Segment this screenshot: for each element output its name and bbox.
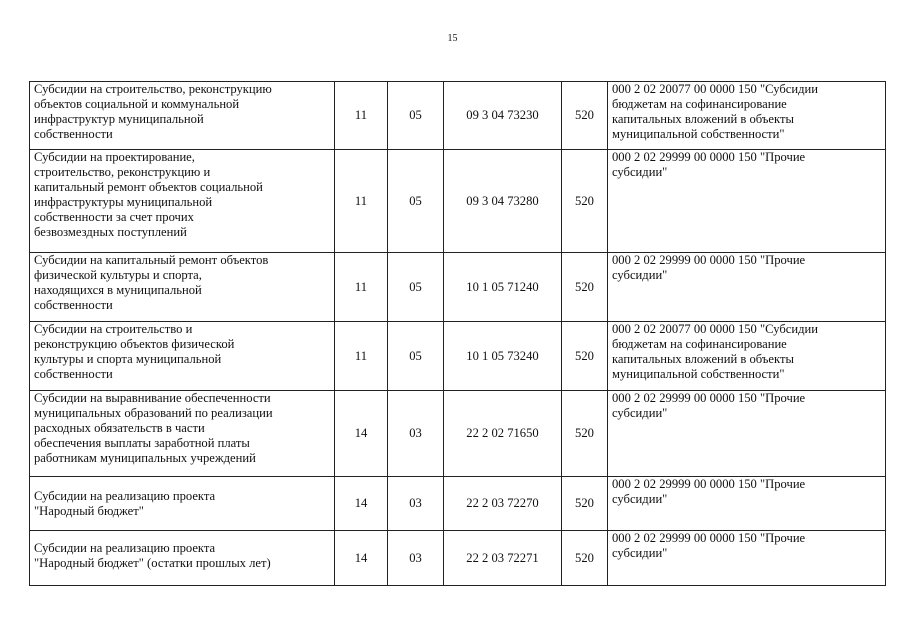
revenue-source-line: 000 2 02 29999 00 0000 150 "Прочие <box>612 150 806 164</box>
section-code-cell: 14 <box>335 477 388 531</box>
expense-type-cell: 520 <box>562 253 608 322</box>
section-code-cell: 14 <box>335 391 388 477</box>
subsection-code-cell: 05 <box>388 253 444 322</box>
expense-type-cell: 520 <box>562 150 608 253</box>
target-code-cell: 22 2 03 72271 <box>444 531 562 586</box>
target-code-cell: 22 2 03 72270 <box>444 477 562 531</box>
subsidies-table <box>29 81 886 586</box>
revenue-source-line: 000 2 02 29999 00 0000 150 "Прочие <box>612 391 806 405</box>
subsidy-name-cell <box>30 150 335 253</box>
subsidy-name-line: собственности <box>34 127 113 141</box>
subsidy-name-line: физической культуры и спорта, <box>34 268 202 282</box>
subsidy-name-line: капитальный ремонт объектов социальной <box>34 180 263 194</box>
subsidy-name-line: безвозмездных поступлений <box>34 225 187 239</box>
subsidy-name-line: Субсидии на капитальный ремонт объектов <box>34 253 269 267</box>
subsection-code-cell: 05 <box>388 82 444 150</box>
subsidy-name-line: Субсидии на реализацию проекта <box>34 541 216 555</box>
subsidy-name-line: Субсидии на строительство и <box>34 322 193 336</box>
target-code-cell: 09 3 04 73230 <box>444 82 562 150</box>
subsidy-name-line: собственности за счет прочих <box>34 210 194 224</box>
expense-type-cell: 520 <box>562 391 608 477</box>
subsidy-name-line: строительство, реконструкцию и <box>34 165 211 179</box>
revenue-source-line: муниципальной собственности" <box>612 367 785 381</box>
revenue-source-line: бюджетам на софинансирование <box>612 337 787 351</box>
subsidy-name-line: муниципальных образований по реализации <box>34 406 273 420</box>
revenue-source-line: муниципальной собственности" <box>612 127 785 141</box>
subsidy-name-line: реконструкцию объектов физической <box>34 337 235 351</box>
revenue-source-cell <box>608 150 886 253</box>
revenue-source-line: 000 2 02 29999 00 0000 150 "Прочие <box>612 253 806 267</box>
subsidy-name-line: культуры и спорта муниципальной <box>34 352 222 366</box>
subsidy-name-cell <box>30 82 335 150</box>
target-code-cell: 09 3 04 73280 <box>444 150 562 253</box>
table-row <box>30 150 886 253</box>
subsidy-name-line: собственности <box>34 367 113 381</box>
table-row <box>30 391 886 477</box>
revenue-source-line: капитальных вложений в объекты <box>612 112 794 126</box>
table-row <box>30 531 886 586</box>
subsidy-name-cell <box>30 477 335 531</box>
subsidy-name-cell <box>30 253 335 322</box>
revenue-source-line: капитальных вложений в объекты <box>612 352 794 366</box>
subsidy-name-line: инфраструктуры муниципальной <box>34 195 213 209</box>
subsidy-name-line: работникам муниципальных учреждений <box>34 451 256 465</box>
subsidy-name-line: собственности <box>34 298 113 312</box>
target-code-cell: 22 2 02 71650 <box>444 391 562 477</box>
subsidy-name-line: расходных обязательств в части <box>34 421 205 435</box>
revenue-source-line: 000 2 02 20077 00 0000 150 "Субсидии <box>612 82 818 96</box>
table-row <box>30 322 886 391</box>
target-code-cell: 10 1 05 71240 <box>444 253 562 322</box>
revenue-source-cell <box>608 253 886 322</box>
section-code-cell: 11 <box>335 322 388 391</box>
expense-type-cell: 520 <box>562 82 608 150</box>
revenue-source-cell <box>608 477 886 531</box>
subsidy-name-line: инфраструктур муниципальной <box>34 112 204 126</box>
subsidy-name-line: обеспечения выплаты заработной платы <box>34 436 250 450</box>
revenue-source-cell <box>608 322 886 391</box>
subsidy-name-line: Субсидии на реализацию проекта <box>34 489 216 503</box>
subsidy-name-line: находящихся в муниципальной <box>34 283 202 297</box>
table-row <box>30 477 886 531</box>
revenue-source-line: субсидии" <box>612 268 668 282</box>
table-row <box>30 82 886 150</box>
revenue-source-cell <box>608 531 886 586</box>
revenue-source-cell <box>608 82 886 150</box>
revenue-source-line: 000 2 02 29999 00 0000 150 "Прочие <box>612 477 806 491</box>
section-code-cell: 11 <box>335 82 388 150</box>
revenue-source-line: бюджетам на софинансирование <box>612 97 787 111</box>
page-number: 15 <box>447 33 458 44</box>
revenue-source-line: субсидии" <box>612 165 668 179</box>
revenue-source-cell <box>608 391 886 477</box>
section-code-cell: 11 <box>335 150 388 253</box>
section-code-cell: 11 <box>335 253 388 322</box>
subsection-code-cell: 05 <box>388 150 444 253</box>
subsection-code-cell: 03 <box>388 391 444 477</box>
revenue-source-line: субсидии" <box>612 546 668 560</box>
subsidy-name-line: Субсидии на выравнивание обеспеченности <box>34 391 271 405</box>
subsection-code-cell: 03 <box>388 531 444 586</box>
subsidy-name-line: "Народный бюджет" (остатки прошлых лет) <box>34 556 271 570</box>
subsidy-name-cell <box>30 322 335 391</box>
expense-type-cell: 520 <box>562 531 608 586</box>
expense-type-cell: 520 <box>562 477 608 531</box>
revenue-source-line: 000 2 02 29999 00 0000 150 "Прочие <box>612 531 806 545</box>
subsection-code-cell: 03 <box>388 477 444 531</box>
subsection-code-cell: 05 <box>388 322 444 391</box>
revenue-source-line: субсидии" <box>612 492 668 506</box>
revenue-source-line: субсидии" <box>612 406 668 420</box>
subsidy-name-line: объектов социальной и коммунальной <box>34 97 240 111</box>
subsidy-name-cell <box>30 391 335 477</box>
subsidy-name-cell <box>30 531 335 586</box>
expense-type-cell: 520 <box>562 322 608 391</box>
subsidy-name-line: Субсидии на строительство, реконструкцию <box>34 82 272 96</box>
section-code-cell: 14 <box>335 531 388 586</box>
table-row <box>30 253 886 322</box>
subsidy-name-line: Субсидии на проектирование, <box>34 150 195 164</box>
target-code-cell: 10 1 05 73240 <box>444 322 562 391</box>
subsidy-name-line: "Народный бюджет" <box>34 504 144 518</box>
revenue-source-line: 000 2 02 20077 00 0000 150 "Субсидии <box>612 322 818 336</box>
